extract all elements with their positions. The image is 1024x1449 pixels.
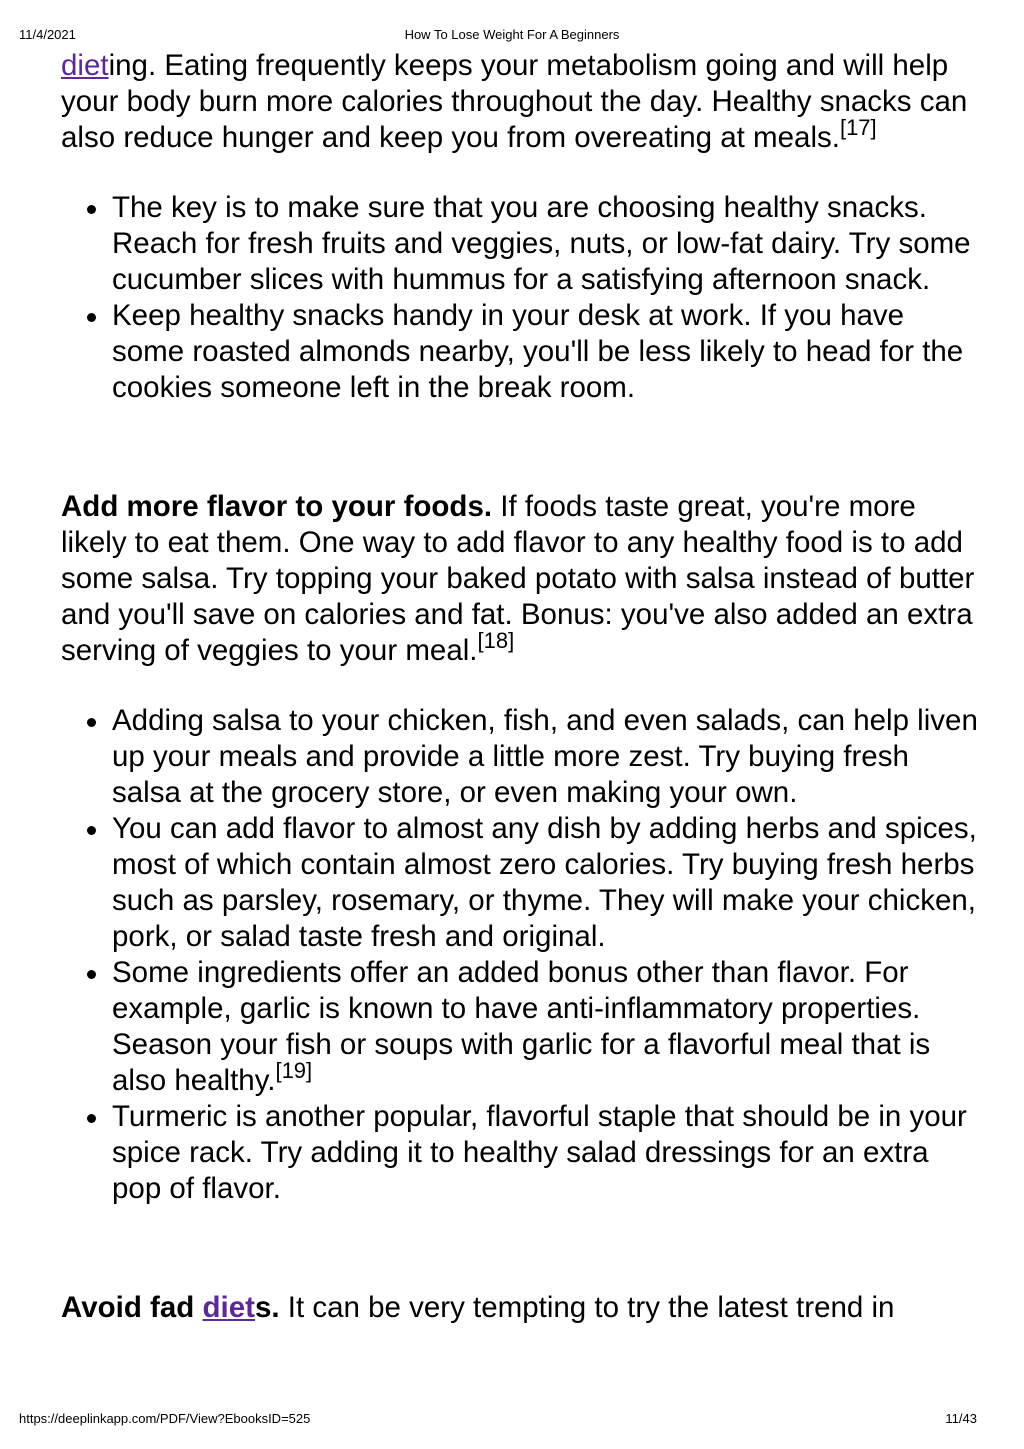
heading-text: s. <box>254 1291 280 1324</box>
flavor-tips-list <box>61 703 981 1207</box>
list-item: Adding salsa to your chicken, fish, and even salads, can help liven up your meals and provide a little more zest. Try buying fresh salsa at the grocery store, or even making your own. <box>112 703 981 811</box>
header-title: How To Lose Weight For A Beginners <box>404 27 620 42</box>
list-item: The key is to make sure that you are choosing healthy snacks. Reach for fresh fruits and veggies, nuts, or low-fat dairy. Try some cucumber slices with hummus for a satisfying afternoon snack. <box>112 190 981 298</box>
footer-page-number: 11/43 <box>945 1411 977 1426</box>
paragraph-fad-diets <box>61 1290 981 1326</box>
citation-18: [18] <box>477 628 515 653</box>
section-heading-flavor: Add more flavor to your foods. <box>61 490 493 523</box>
paragraph-flavor <box>61 489 981 669</box>
list-item: Keep healthy snacks handy in your desk at work. If you have some roasted almonds nearby, you'll be less likely to head for the cookies someone left in the break room. <box>112 298 981 406</box>
header-date: 11/4/2021 <box>19 27 76 42</box>
diet-link[interactable]: diet <box>61 49 109 82</box>
snack-tips-list <box>61 190 981 406</box>
citation-19: [19] <box>275 1058 313 1083</box>
paragraph-snacking <box>61 48 981 156</box>
footer-url: https://deeplinkapp.com/PDF/View?EbooksID=525 <box>19 1411 311 1426</box>
section-heading-fad-diets <box>61 1291 280 1324</box>
list-item <box>112 955 981 1099</box>
citation-17: [17] <box>839 115 877 140</box>
list-item: Turmeric is another popular, flavorful staple that should be in your spice rack. Try adding it to healthy salad dressings for an extra pop of flavor. <box>112 1099 981 1207</box>
list-item: You can add flavor to almost any dish by adding herbs and spices, most of which contain almost zero calories. Try buying fresh herbs such as parsley, rosemary, or thyme. They will make your chicken, pork, or salad taste fresh and original. <box>112 811 981 955</box>
document-body <box>61 48 981 1326</box>
heading-text: Avoid fad <box>61 1291 203 1324</box>
paragraph-text: It can be very tempting to try the latest trend in <box>279 1291 895 1324</box>
diets-link[interactable]: diet <box>202 1291 255 1324</box>
paragraph-text: If foods taste great, you're more likely to eat them. One way to add flavor to any healthy food is to add some salsa. Try topping your baked potato with salsa instead of butter and you'll save on calories and fat. Bonus: you've also added an extra serving of veggies to your meal. <box>61 490 975 667</box>
paragraph-text: ing. Eating frequently keeps your metabolism going and will help your body burn more calories throughout the day. Healthy snacks can also reduce hunger and keep you from overeating at meals. <box>61 49 968 154</box>
list-item-text: Some ingredients offer an added bonus other than flavor. For example, garlic is known to have anti-inflammatory properties. Season your fish or soups with garlic for a flavorful meal that is also healthy. <box>112 956 931 1097</box>
